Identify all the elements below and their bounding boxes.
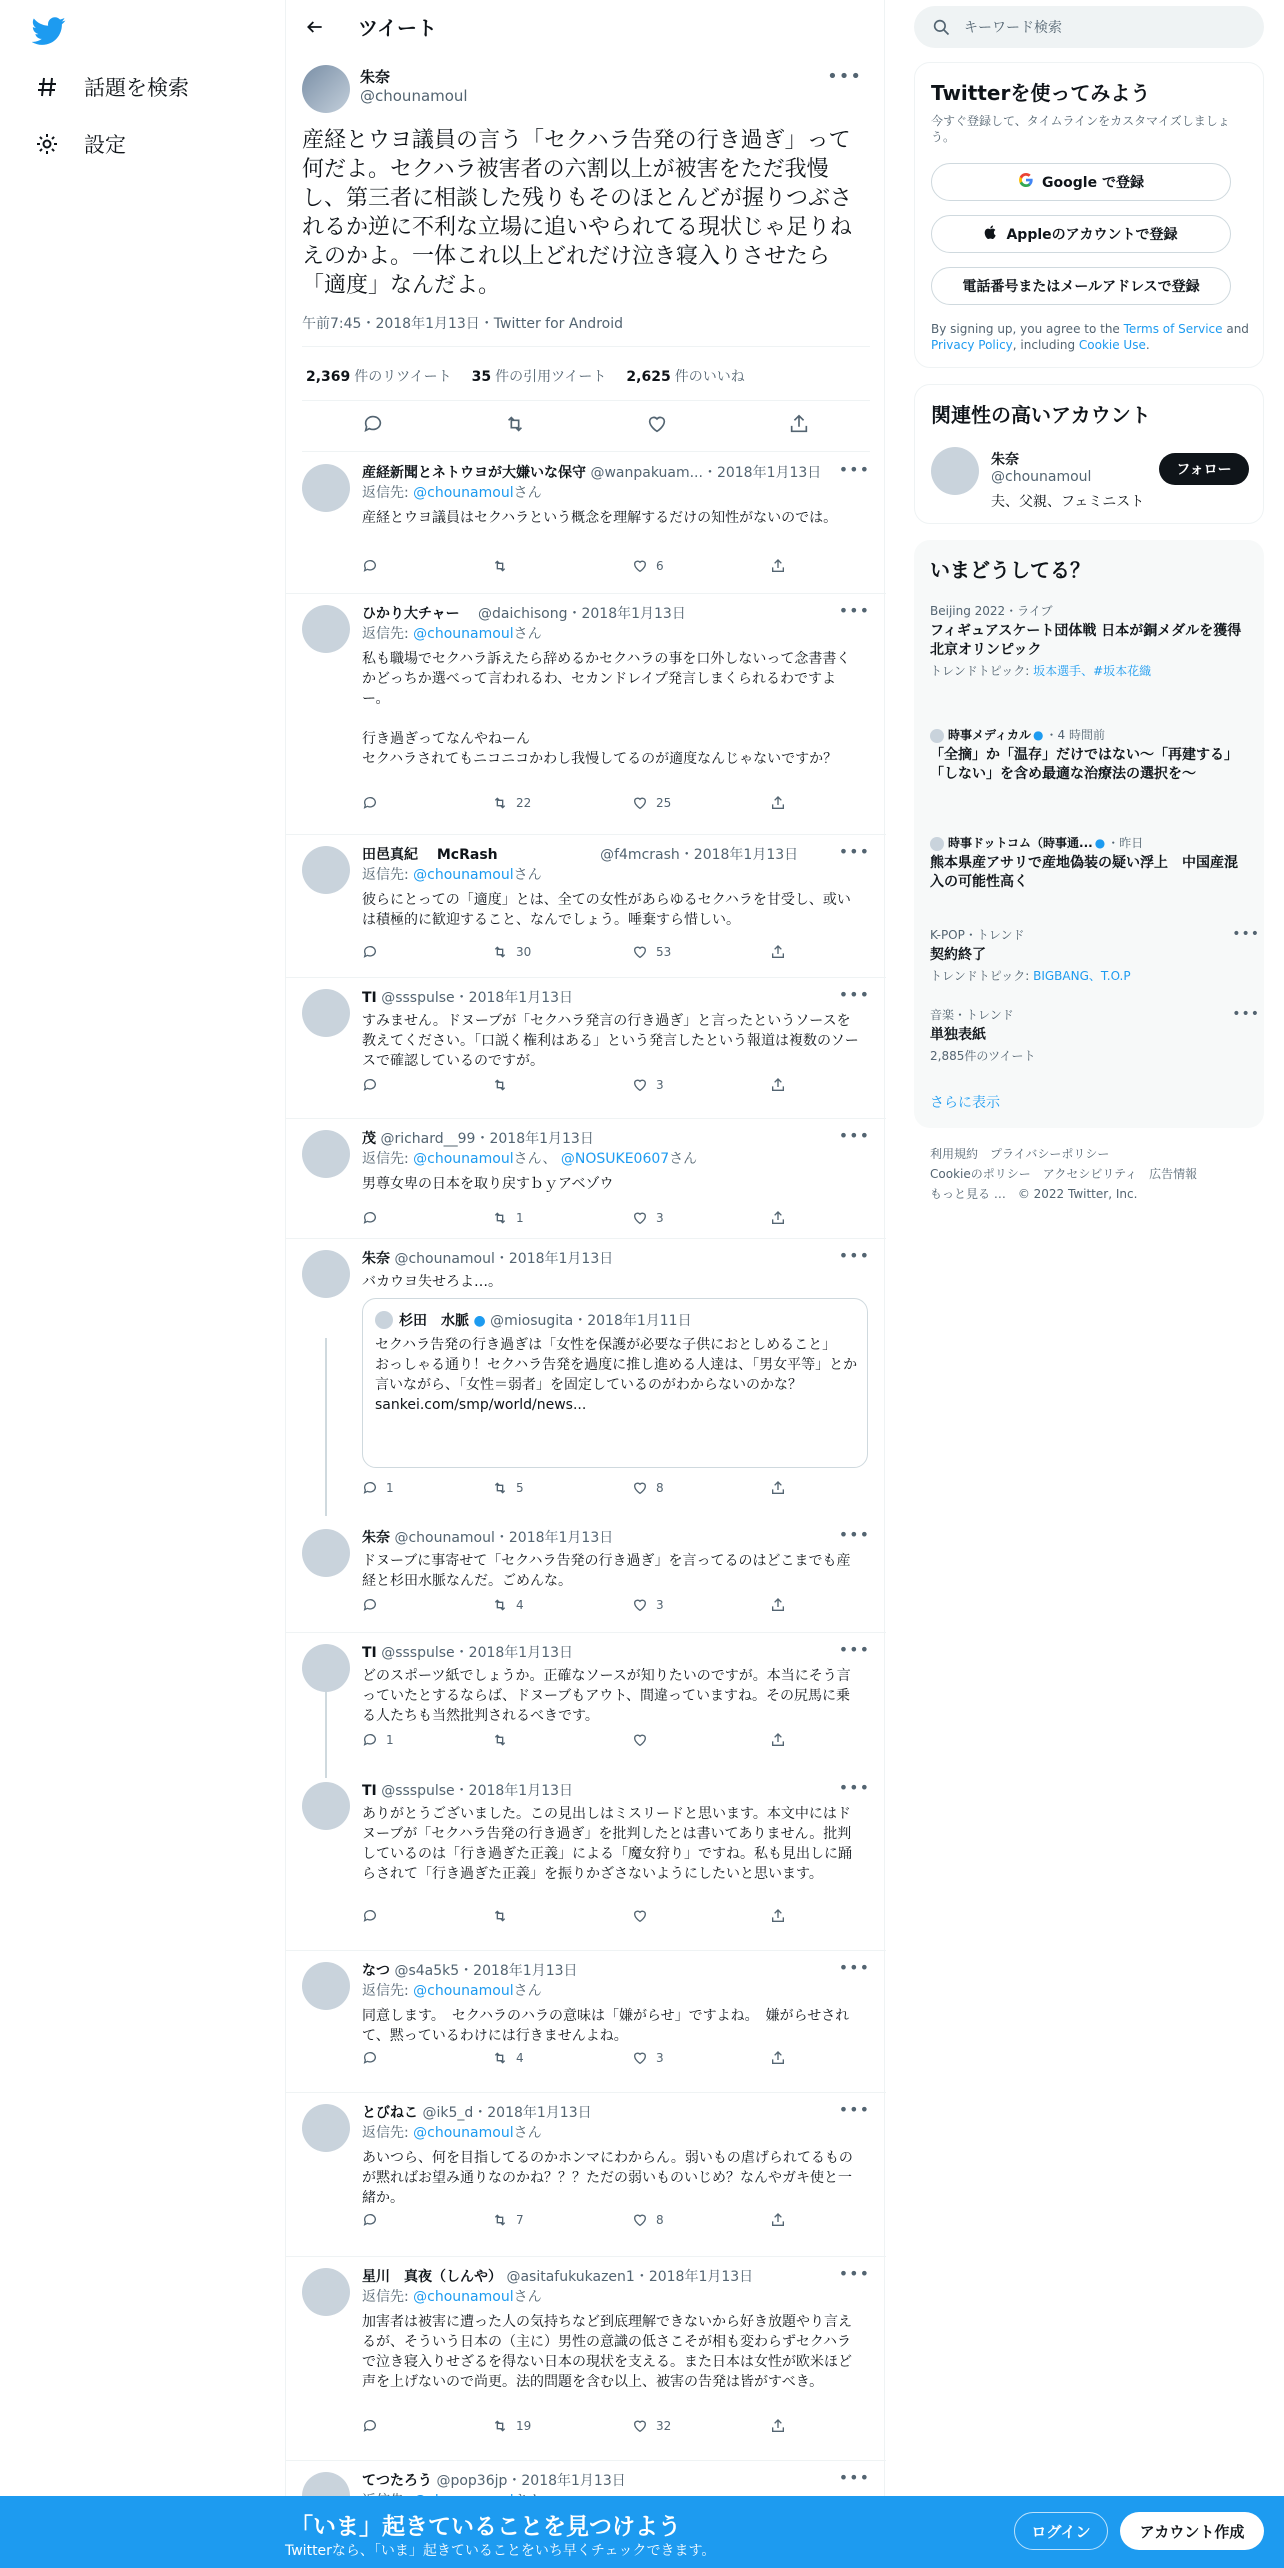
bottom-headline: 「いま」起きていることを見つけよう	[290, 2514, 681, 2540]
retweet-icon[interactable]: 19	[492, 2418, 531, 2434]
retweet-icon[interactable]: 5	[492, 1480, 524, 1496]
tweet-date[interactable]: ・2018年1月13日	[454, 1645, 574, 1661]
reply-header	[362, 603, 862, 623]
divider	[286, 2460, 886, 2461]
signup-button[interactable]: アカウント作成	[1120, 2512, 1264, 2550]
like-icon[interactable]	[632, 1908, 656, 1924]
divider	[286, 2092, 886, 2093]
like-icon[interactable]: 53	[632, 944, 671, 960]
show-more-link[interactable]: さらに表示	[930, 1095, 1000, 1111]
reply-header	[362, 1960, 862, 1980]
trend-context: 時事ドットコム（時事通... ● ・昨日	[930, 834, 1250, 851]
main-column	[285, 0, 885, 2568]
share-icon[interactable]	[770, 2050, 786, 2066]
divider	[286, 593, 886, 594]
reply-header	[362, 987, 862, 1007]
like-icon[interactable]: 3	[632, 2050, 664, 2066]
reply-icon[interactable]	[362, 2418, 386, 2434]
trend-title: 単独表紙	[930, 1027, 986, 1043]
trend-context: K-POP・トレンド	[930, 928, 1025, 942]
left-nav	[0, 0, 285, 2568]
main-header	[286, 0, 886, 53]
trend-item[interactable]	[930, 926, 1260, 984]
quote-count[interactable]: 35 件の引用ツイート	[471, 369, 607, 385]
reply-text: ありがとうございました。この見出しはミスリードと思います。本文中にはドヌーブが「セクハラ告発の行き過ぎ」を批判したとは書いてありません。批判しているのは「行き過ぎた正義」による「魔女狩り」ですね。私も見出しに踊らされて「行き過ぎた正義」を振りかざさないようにしたいと思います。	[362, 1806, 852, 1882]
like-icon[interactable]: 8	[632, 1480, 664, 1496]
retweet-icon[interactable]: 4	[492, 1597, 524, 1613]
trend-title: フィギュアスケート団体戦 日本が銅メダルを獲得 北京オリンピック	[930, 623, 1242, 658]
avatar	[930, 837, 944, 851]
trend-item[interactable]	[930, 1006, 1260, 1064]
trend-sub: トレンドトピック: 坂本選手、#坂本花織	[930, 664, 1152, 678]
reply-action-bar	[362, 1908, 802, 1928]
related-bio: 夫、父親、フェミニスト	[991, 494, 1145, 510]
author-handle[interactable]: @pop36jp	[436, 2473, 508, 2489]
gear-icon	[32, 129, 62, 159]
share-icon[interactable]	[788, 413, 810, 439]
avatar[interactable]	[302, 846, 350, 894]
thread-line	[325, 1678, 327, 1778]
footer-line[interactable]: Cookieのポリシー アクセシビリティ 広告情報	[930, 1167, 1198, 1181]
reply-icon[interactable]	[362, 1210, 386, 1226]
focal-action-bar	[302, 400, 870, 452]
nav-explore-label: 話題を検索	[84, 76, 189, 100]
tweet-text: 産経とウヨ議員の言う「セクハラ告発の行き過ぎ」って何だよ。セクハラ被害者の六割以上が被害をただ我慢し、第三者に相談した残りもそのほとんどが握りつぶされるか逆に不利な立場に追いやられてる現状じゃ足りねえのかよ。一体これ以上どれだけ泣き寝入りさせたら「適度」なんだよ。	[302, 128, 853, 298]
tweet-date[interactable]: ・2018年1月13日	[454, 1783, 574, 1799]
author-name[interactable]: 茂	[362, 1131, 376, 1147]
reply-action-bar	[362, 795, 802, 815]
mention-link[interactable]: @chounamoul	[413, 1983, 514, 1999]
trend-sub: トレンドトピック: BIGBANG、T.O.P	[930, 969, 1131, 983]
like-count[interactable]: 2,625 件のいいね	[626, 369, 745, 385]
search-icon	[932, 18, 950, 36]
more-icon[interactable]: •••	[838, 1778, 870, 1797]
like-icon[interactable]: 3	[632, 1077, 664, 1093]
reply-header	[362, 2470, 862, 2490]
reply-action-bar	[362, 2212, 802, 2232]
author-handle[interactable]: @ssspulse	[381, 990, 455, 1006]
reply-icon[interactable]: 1	[362, 1480, 394, 1496]
author-name[interactable]: TI	[362, 1645, 377, 1661]
more-icon[interactable]: •••	[838, 1126, 870, 1145]
footer-links	[930, 1144, 1250, 1204]
reply-text: ドヌーブに事寄せて「セクハラ告発の行き過ぎ」を言ってるのはどこまでも産経と杉田水脈なんだ。ごめんな。	[362, 1553, 851, 1589]
author-name[interactable]: 朱奈	[360, 68, 391, 86]
phone-email-signup-button[interactable]	[931, 267, 1231, 305]
reply-icon[interactable]	[362, 944, 386, 960]
retweet-icon[interactable]	[492, 1077, 516, 1093]
replying-to: 返信先: @chounamoulさん	[362, 485, 542, 501]
author-handle[interactable]: @chounamoul	[394, 1251, 495, 1267]
reply-header	[362, 844, 862, 864]
more-icon[interactable]: •••	[838, 2468, 870, 2487]
signup-card-title: Twitterを使ってみよう	[931, 81, 1151, 105]
mention-link[interactable]: @chounamoul	[413, 485, 514, 501]
bottom-signup-bar	[0, 2496, 1284, 2568]
reply-icon[interactable]	[362, 2212, 386, 2228]
author-handle[interactable]: @chounamoul	[394, 1530, 495, 1546]
reply-action-bar	[362, 1480, 802, 1500]
author-name[interactable]: TI	[362, 990, 377, 1006]
avatar[interactable]	[302, 2268, 350, 2316]
trend-context: 音楽・トレンド	[930, 1008, 1014, 1022]
footer-line[interactable]: 利用規約 プライバシーポリシー	[930, 1147, 1110, 1161]
trends-title: いまどうしてる？	[930, 558, 1090, 582]
reply-header	[362, 1527, 862, 1547]
like-icon[interactable]: 25	[632, 795, 671, 811]
signup-card-subtitle: 今すぐ登録して、タイムラインをカスタマイズしましょう。	[931, 114, 1230, 144]
reply-header	[362, 1248, 862, 1268]
nav-settings[interactable]	[32, 118, 126, 170]
like-icon[interactable]: 32	[632, 2418, 671, 2434]
like-icon[interactable]: 6	[632, 558, 664, 574]
verified-badge-icon: ●	[1094, 836, 1106, 850]
cookie-link[interactable]: Cookie Use	[1078, 338, 1146, 352]
apple-signup-button[interactable]	[931, 215, 1231, 253]
more-icon[interactable]: •••	[838, 842, 870, 861]
retweet-icon[interactable]: 7	[492, 2212, 524, 2228]
more-icon[interactable]: •••	[838, 2264, 870, 2283]
replying-to: 返信先: @chounamoulさん、 @NOSUKE0607さん	[362, 1151, 698, 1167]
search-input[interactable]: キーワード検索	[964, 20, 1062, 36]
share-icon[interactable]	[770, 2418, 786, 2434]
tweet-date[interactable]: ・2018年1月13日	[634, 2269, 754, 2285]
trend-sub: 2,885件のツイート	[930, 1049, 1036, 1063]
reply-text: 男尊女卑の日本を取り戻すｂｙアベゾウ	[362, 1176, 614, 1192]
reply-text: バカウヨ失せろよ…。	[362, 1274, 502, 1290]
tweet-date[interactable]: ・2018年1月13日	[475, 1131, 594, 1147]
author-handle[interactable]: @ik5_d	[422, 2105, 474, 2121]
like-icon[interactable]	[646, 413, 668, 439]
mention-link[interactable]: @chounamoul	[413, 2125, 514, 2141]
reply-header	[362, 1128, 862, 1148]
back-arrow-icon[interactable]	[300, 12, 330, 42]
author-name[interactable]: 朱奈	[362, 1530, 390, 1546]
divider	[286, 1950, 886, 1951]
trend-context: 時事メディカル ● ・4 時間前	[930, 726, 1250, 743]
reply-header	[362, 2266, 862, 2286]
google-signup-button[interactable]	[931, 163, 1231, 201]
hash-icon	[32, 72, 62, 102]
quoted-text: セクハラ告発の行き過ぎは「女性を保護が必要な子供におとしめること」 おっしゃる通り！セクハラ告発を過度に推し進める人達は、「男女平等」とか言いながら、「女性＝弱者」を固定しているのがわからないのかな？ sankei.com/smp/world/news...	[375, 1337, 858, 1413]
author-handle[interactable]: @s4a5k5	[394, 1963, 460, 1979]
author-name[interactable]: 朱奈	[362, 1251, 390, 1267]
more-icon[interactable]: •••	[838, 1958, 870, 1977]
avatar[interactable]	[302, 1529, 350, 1577]
trend-context: Beijing 2022・ライブ	[930, 604, 1053, 618]
avatar[interactable]	[302, 65, 350, 113]
like-icon[interactable]: 3	[632, 1597, 664, 1613]
footer-line[interactable]: もっと見る … © 2022 Twitter, Inc.	[930, 1187, 1138, 1201]
share-icon[interactable]	[770, 1597, 786, 1613]
more-icon[interactable]: •••	[1232, 926, 1260, 942]
tweet-stats	[306, 366, 745, 386]
avatar[interactable]	[302, 1962, 350, 2010]
trend-item[interactable]	[930, 726, 1250, 784]
retweet-icon[interactable]	[504, 413, 526, 439]
trend-item[interactable]	[930, 602, 1250, 679]
like-icon[interactable]: 3	[632, 1210, 664, 1226]
divider	[286, 2256, 886, 2257]
tweet-date[interactable]: ・2018年1月13日	[494, 1530, 614, 1546]
author-handle[interactable]: @richard__99	[380, 1131, 476, 1147]
share-icon[interactable]	[770, 944, 786, 960]
reply-action-bar	[362, 558, 802, 578]
tweet-date[interactable]: ・2018年1月13日	[702, 465, 822, 481]
reply-text: 加害者は被害に遭った人の気持ちなど到底理解できないから好き放題やり言えるが、そういう日本の（主に）男性の意識の低さこそが相も変わらずセクハラで泣き寝入りせざるを得ない日本の現状を支える。また日本は女性が欧米ほど声を上げないので尚更。法的問題を含む以上、被害の告発は皆がすべき。	[362, 2314, 852, 2390]
reply-icon[interactable]	[362, 2050, 386, 2066]
share-icon[interactable]	[770, 1908, 786, 1924]
twitter-logo-icon[interactable]	[32, 14, 68, 50]
retweet-icon[interactable]: 30	[492, 944, 531, 960]
reply-text: どのスポーツ紙でしょうか。正確なソースが知りたいのですが。本当にそう言っていたとするならば、ドヌーブもアウト、間違っていますね。その尻馬に乗る人たちも当然批判されるべきです。	[362, 1668, 851, 1724]
retweet-icon[interactable]: 1	[492, 1210, 524, 1226]
reply-header	[362, 462, 862, 482]
reply-action-bar	[362, 2418, 802, 2438]
more-icon[interactable]: •••	[838, 1640, 870, 1659]
reply-icon[interactable]	[362, 413, 384, 439]
reply-text: 同意します。 セクハラのハラの意味は「嫌がらせ」ですよね。 嫌がらせされて、黙っているわけには行きませんよね。	[362, 2008, 850, 2044]
nav-explore[interactable]	[32, 61, 189, 113]
avatar[interactable]	[302, 464, 350, 512]
divider	[302, 346, 870, 347]
reply-icon[interactable]	[362, 1077, 386, 1093]
reply-header	[362, 1642, 862, 1662]
signup-legal: By signing up, you agree to the Terms of Service and Privacy Policy, including Cookie Use.	[931, 322, 1249, 352]
mention-link[interactable]: @chounamoul	[413, 867, 514, 883]
share-icon[interactable]	[770, 1480, 786, 1496]
apple-signup-label: Appleのアカウントで登録	[1006, 227, 1178, 243]
bottom-subtext: Twitterなら、「いま」起きていることをいち早くチェックできます。	[285, 2543, 716, 2559]
retweet-icon[interactable]	[492, 558, 516, 574]
more-icon[interactable]: •••	[827, 66, 862, 87]
share-icon[interactable]	[770, 1732, 786, 1748]
divider	[286, 1118, 886, 1119]
trend-title: 熊本県産アサリで産地偽装の疑い浮上 中国産混入の可能性高く	[930, 855, 1238, 890]
author-handle[interactable]: @asitafukukazen1	[506, 2269, 635, 2285]
tweet-date[interactable]: ・2018年1月13日	[459, 1963, 578, 1979]
tweet-date[interactable]: ・2018年1月13日	[507, 2473, 626, 2489]
related-name[interactable]: 朱奈	[991, 452, 1019, 468]
quoted-header: 杉田 水脈 ● @miosugita・2018年1月11日	[399, 1313, 692, 1329]
like-icon[interactable]: 8	[632, 2212, 664, 2228]
avatar	[375, 1311, 393, 1329]
terms-link[interactable]: Terms of Service	[1123, 322, 1223, 336]
author-handle[interactable]: @ssspulse	[381, 1783, 455, 1799]
tweet-date[interactable]: ・2018年1月13日	[679, 847, 799, 863]
thread-line	[325, 1338, 327, 1516]
mention-link[interactable]: @chounamoul	[413, 626, 514, 642]
more-icon[interactable]: •••	[838, 460, 870, 479]
mention-link[interactable]: @NOSUKE0607	[560, 1151, 670, 1167]
trend-title: 契約終了	[930, 947, 986, 963]
author-handle[interactable]: @wanpakuam...	[590, 465, 703, 481]
author-name[interactable]: なつ	[362, 1963, 390, 1979]
author-handle[interactable]: @f4mcrash	[502, 847, 680, 863]
tweet-meta: 午前7:45・2018年1月13日・Twitter for Android	[302, 316, 623, 332]
avatar[interactable]	[302, 605, 350, 653]
replying-to: 返信先: @chounamoulさん	[362, 1983, 542, 1999]
replying-to: 返信先: @chounamoulさん	[362, 626, 542, 642]
reply-text: 彼らにとっての「適度」とは、全ての女性があらゆるセクハラを甘受し、或いは積極的に歓迎すること、なんでしょう。唾棄すら惜しい。	[362, 892, 851, 928]
share-icon[interactable]	[770, 1210, 786, 1226]
retweet-icon[interactable]	[492, 1732, 516, 1748]
reply-text: すみません。ドヌーブが「セクハラ発言の行き過ぎ」と言ったというソースを教えてください。「口説く権利はある」という発言したという報道は複数のソースで確認しているのですが。	[362, 1013, 859, 1069]
author-handle[interactable]: @daichisong	[464, 606, 568, 622]
replying-to: 返信先: @chounamoulさん	[362, 867, 542, 883]
author-name[interactable]: ひかり大チャー	[362, 606, 460, 622]
reply-action-bar	[362, 1597, 802, 1617]
reply-text: 産経とウヨ議員はセクハラという概念を理解するだけの知性がないのでは。	[362, 510, 838, 526]
page-title: ツイート	[358, 16, 437, 40]
avatar	[930, 729, 944, 743]
more-icon[interactable]: •••	[838, 985, 870, 1004]
reply-action-bar	[362, 1732, 802, 1752]
avatar[interactable]	[302, 1644, 350, 1692]
retweet-count[interactable]: 2,369 件のリツイート	[306, 369, 452, 385]
avatar[interactable]	[302, 1782, 350, 1830]
tweet-date[interactable]: ・2018年1月13日	[567, 606, 686, 622]
tweet-date[interactable]: ・2018年1月13日	[494, 1251, 614, 1267]
phone-email-signup-label: 電話番号またはメールアドレスで登録	[962, 279, 1200, 295]
trend-item[interactable]	[930, 834, 1250, 892]
retweet-icon[interactable]: 4	[492, 2050, 524, 2066]
trends-card	[914, 540, 1264, 1128]
avatar[interactable]	[302, 1130, 350, 1178]
reply-header	[362, 2102, 862, 2122]
share-icon[interactable]	[770, 558, 786, 574]
author-name[interactable]: 星川 真夜（しんや）	[362, 2269, 502, 2285]
verified-badge-icon: ●	[473, 1313, 486, 1329]
login-button[interactable]: ログイン	[1014, 2512, 1108, 2550]
mention-link[interactable]: @chounamoul	[413, 1151, 514, 1167]
reply-action-bar	[362, 944, 802, 964]
more-icon[interactable]: •••	[838, 1246, 870, 1265]
avatar[interactable]	[302, 989, 350, 1037]
replying-to: 返信先: @chounamoulさん	[362, 2289, 542, 2305]
share-icon[interactable]	[770, 795, 786, 811]
author-name[interactable]: 産経新聞とネトウヨが大嫌いな保守	[362, 465, 586, 481]
retweet-icon[interactable]	[492, 1908, 516, 1924]
reply-icon[interactable]	[362, 1597, 386, 1613]
reply-icon[interactable]	[362, 795, 386, 811]
divider	[286, 834, 886, 835]
replying-to: 返信先: @chounamoulさん	[362, 2125, 542, 2141]
reply-text: 私も職場でセクハラ訴えたら辞めるかセクハラの事を口外しないって念書書くかどっちか選べって言われるわ、セカンドレイプ発言しまくられるわですよー。 行き過ぎってなんやねーん セクハラされてもニコニコかわし我慢してるのが適度なんじゃないですか？	[362, 651, 851, 767]
reply-header	[362, 1780, 862, 1800]
related-handle[interactable]: @chounamoul	[991, 469, 1092, 485]
follow-button[interactable]: フォロー	[1159, 453, 1249, 485]
google-icon	[1018, 172, 1034, 192]
reply-icon[interactable]: 1	[362, 1732, 394, 1748]
share-icon[interactable]	[770, 2212, 786, 2228]
avatar[interactable]	[931, 447, 979, 495]
verified-badge-icon: ●	[1033, 728, 1044, 742]
apple-icon	[984, 224, 998, 244]
author-name[interactable]: TI	[362, 1783, 377, 1799]
author-handle[interactable]: @chounamoul	[360, 87, 468, 105]
tweet-date[interactable]: ・2018年1月13日	[454, 990, 574, 1006]
related-accounts-card	[914, 384, 1264, 524]
reply-icon[interactable]	[362, 1908, 386, 1924]
mention-link[interactable]: @chounamoul	[413, 2289, 514, 2305]
nav-settings-label: 設定	[84, 133, 126, 157]
author-name[interactable]: とびねこ	[362, 2105, 418, 2121]
tweet-date[interactable]: ・2018年1月13日	[473, 2105, 592, 2121]
author-handle[interactable]: @ssspulse	[381, 1645, 455, 1661]
reply-action-bar	[362, 1077, 802, 1097]
author-name[interactable]: 田邑真紀 McRash	[362, 847, 498, 863]
related-title: 関連性の高いアカウント	[931, 403, 1151, 427]
divider	[286, 977, 886, 978]
signup-card	[914, 62, 1264, 368]
divider	[286, 1632, 886, 1633]
avatar[interactable]	[302, 2104, 350, 2152]
retweet-icon[interactable]: 22	[492, 795, 531, 811]
divider	[286, 1238, 886, 1239]
more-icon[interactable]: •••	[838, 601, 870, 620]
like-icon[interactable]	[632, 1732, 656, 1748]
trend-title: 「全摘」か「温存」だけではない～「再建する」「しない」を含め最適な治療法の選択を～	[930, 747, 1238, 782]
more-icon[interactable]: •••	[838, 2100, 870, 2119]
avatar[interactable]	[302, 1250, 350, 1298]
quoted-tweet[interactable]	[362, 1298, 868, 1468]
reply-action-bar	[362, 1210, 802, 1230]
reply-icon[interactable]	[362, 558, 386, 574]
search-box[interactable]	[914, 6, 1264, 48]
privacy-link[interactable]: Privacy Policy	[931, 338, 1013, 352]
reply-text: あいつら、何を目指してるのかホンマにわからん。弱いもの虐げられてるものが黙ればお望み通りなのかね？？？ただの弱いものいじめ？なんやガキ使と一緒か。	[362, 2150, 853, 2206]
more-icon[interactable]: •••	[838, 1525, 870, 1544]
reply-action-bar	[362, 2050, 802, 2070]
google-signup-label: Google で登録	[1042, 175, 1144, 191]
share-icon[interactable]	[770, 1077, 786, 1093]
more-icon[interactable]: •••	[1232, 1006, 1260, 1022]
author-name[interactable]: てつたろう	[362, 2473, 432, 2489]
